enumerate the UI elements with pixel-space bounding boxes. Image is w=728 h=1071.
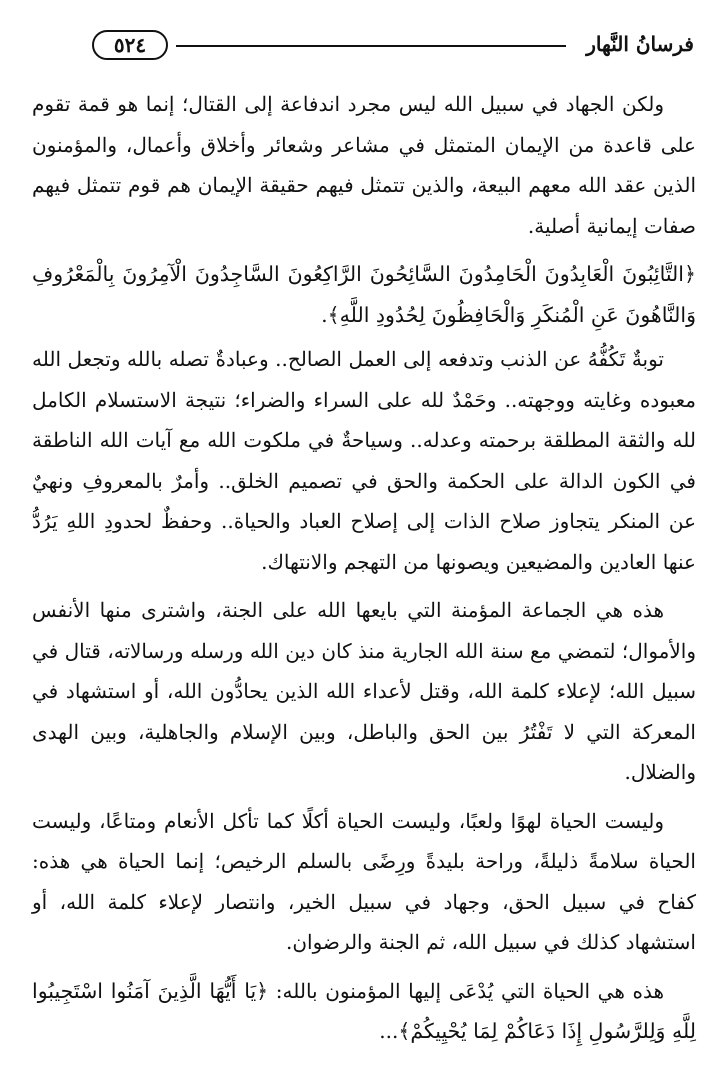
closing-ellipsis: ... xyxy=(379,1019,399,1043)
paragraph-jihad: ولكن الجهاد في سبيل الله ليس مجرد اندفاعة إلى القتال؛ إنما هو قمة تقوم على قاعدة من الإيمان المتمثل في مشاعر وشعائر وأخلاق وأعمال، والمؤمنون الذين عقد الله معهم البيعة، والذين تتمثل فيهم حقيقة الإيمان هم قوم تتمثل فيهم صفات إيمانية أصلية. xyxy=(32,92,696,238)
running-title: فرسانُ النَّهار xyxy=(586,32,694,56)
paragraph-life: وليست الحياة لهوًا ولعبًا، وليست الحياة أكلًا كما تأكل الأنعام ومتاعًا، وليست الحياة سلامةً ذليلةً، وراحة بليدةً ورِضًى بالسلم الرخيص؛ إنما الحياة هي هذه: كفاح في سبيل الحق، وجهاد في سبيل الخير، وانتصار لإعلاء كلمة الله، أو استشهاد كذلك في سبيل الله، ثم الجنة والرضوان. xyxy=(32,808,696,954)
closing-lead: هذه هي الحياة التي يُدْعَى إليها المؤمنون بالله: xyxy=(268,978,664,1003)
paragraph-closing xyxy=(32,971,696,1052)
quran-verse-respond: ﴿يَا أَيُّهَا الَّذِينَ آمَنُوا اسْتَجِيبُوا لِلَّهِ وَلِلرَّسُولِ إِذَا دَعَاكُمْ لِمَا يُحْيِيكُمْ﴾ xyxy=(32,978,696,1043)
book-page xyxy=(26,22,702,1052)
body-text xyxy=(26,84,702,1052)
paragraph-believing-community: هذه هي الجماعة المؤمنة التي بايعها الله على الجنة، واشترى منها الأنفس والأموال؛ لتمضي مع سنة الله الجارية منذ كان دين الله ورسله ورسالاته، قتال في سبيل الله؛ لإعلاء كلمة الله، وقتل لأعداء الله الذين يحادُّون الله، أو استشهاد في المعركة التي لا تَفْتُرُ بين الحق والباطل، وبين الإسلام والجاهلية، وبين الهدى والضلال. xyxy=(32,598,696,784)
quran-verse-attributes: ﴿التَّائِبُونَ الْعَابِدُونَ الْحَامِدُونَ السَّائِحُونَ الرَّاكِعُونَ السَّاجِدُونَ الْآمِرُونَ بِالْمَعْرُوفِ وَالنَّاهُونَ عَنِ الْمُنكَرِ وَالْحَافِظُونَ لِحُدُودِ اللَّهِ﴾. xyxy=(32,262,696,327)
page-number: ٥٢٤ xyxy=(92,30,168,60)
header-rule xyxy=(176,45,566,47)
paragraph-qualities: توبةٌ تَكُفُّهُ عن الذنب وتدفعه إلى العمل الصالح.. وعبادةٌ تصله بالله وتجعل الله معبوده وغايته ووجهته.. وحَمْدٌ لله على السراء والضراء؛ نتيجة الاستسلام الكامل لله والثقة المطلقة برحمته وعدله.. وسياحةٌ في ملكوت الله مع آيات الله الناطقة في الكون الدالة على الحكمة والحق في تصميم الخلق.. وأمرٌ بالمعروفِ ونهيٌ عن المنكر يتجاوز صلاح الذات إلى إصلاح العباد والحياة.. وحفظٌ لحدودِ اللهِ يَرُدُّ عنها العادين والمضيعين ويصونها من التهجم والانتهاك. xyxy=(32,347,696,574)
page-header xyxy=(26,22,702,66)
